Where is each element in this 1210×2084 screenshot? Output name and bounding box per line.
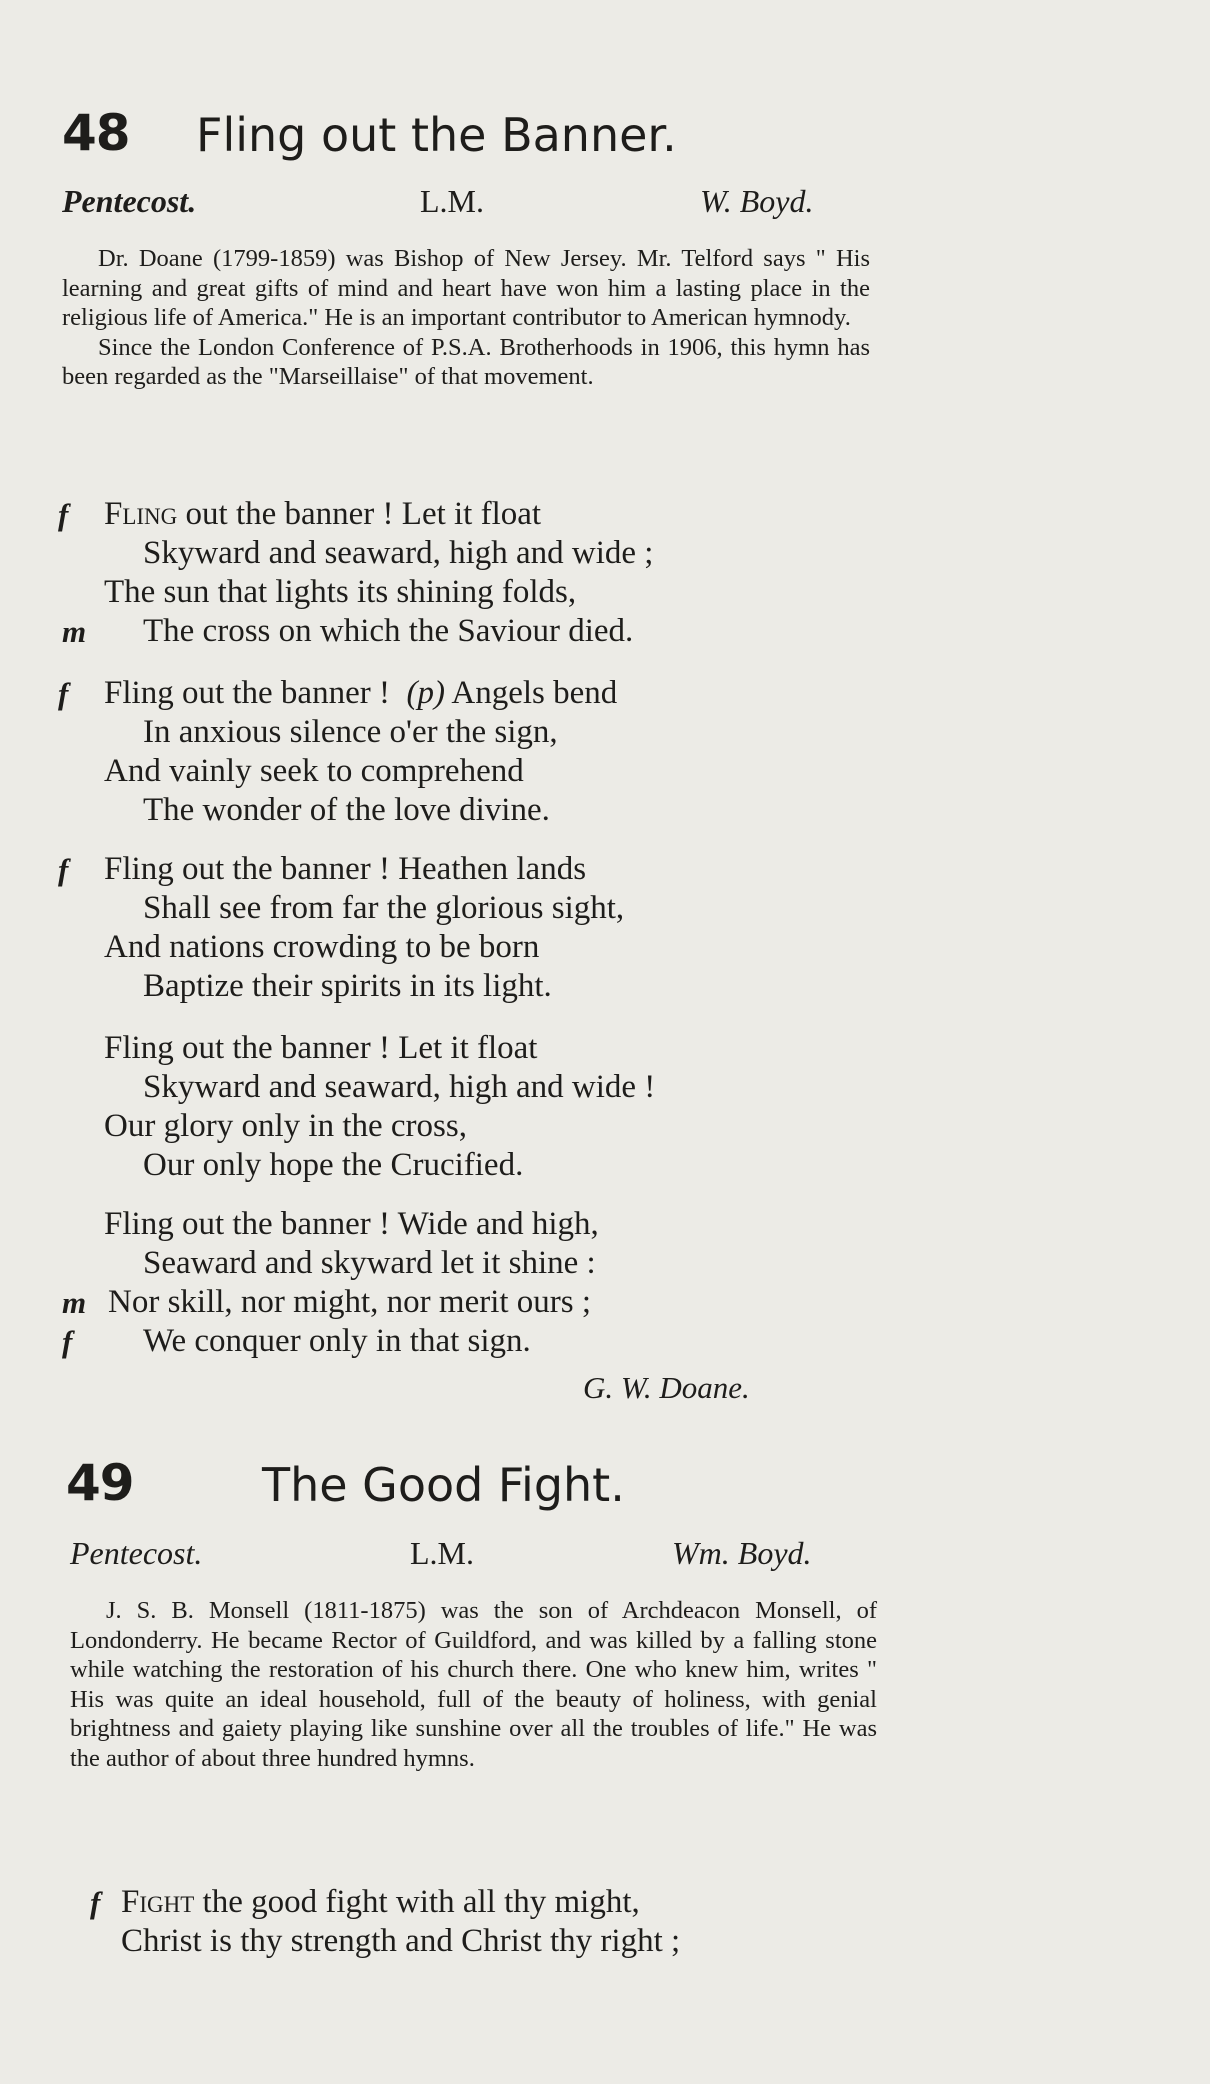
hymn-line: Fling out the banner ! Wide and high, <box>104 1206 599 1242</box>
dynamic-mark: f <box>90 1885 101 1920</box>
hymn-line: Fight the good fight with all thy might, <box>121 1884 640 1920</box>
hymn-number: 48 <box>62 104 130 162</box>
dynamic-mark: f <box>62 1324 73 1359</box>
hymn-line: The cross on which the Saviour died. <box>143 613 634 649</box>
hymn-author: G. W. Doane. <box>583 1370 750 1405</box>
dynamic-mark: f <box>58 676 69 711</box>
first-word: Fight <box>121 1884 195 1920</box>
hymn-line: The sun that lights its shining folds, <box>104 574 577 610</box>
hymn-line: Skyward and seaward, high and wide ! <box>143 1069 656 1105</box>
hymn-line: Nor skill, nor might, nor merit ours ; <box>108 1284 592 1320</box>
tune-name: Pentecost. <box>70 1535 203 1571</box>
hymn-line: Fling out the banner ! Heathen lands <box>104 851 587 887</box>
tune-name: Pentecost. <box>62 183 197 219</box>
hymn-number: 49 <box>66 1454 134 1512</box>
first-word: Fling <box>104 496 178 532</box>
meter: L.M. <box>420 183 484 219</box>
note-paragraph: Dr. Doane (1799-1859) was Bishop of New Jersey. Mr. Telford says " His learning and great gifts of mind and heart have won him a lasting place in the religious life of America." He is an important contributor to American hymnody. <box>62 245 870 331</box>
hymn-line: Our only hope the Crucified. <box>143 1147 524 1183</box>
hymn-line: And nations crowding to be born <box>104 929 540 965</box>
hymn-title: The Good Fight. <box>262 1458 625 1512</box>
hymn-note <box>70 1596 877 1773</box>
hymn-line: Fling out the banner ! Let it float <box>104 1030 538 1066</box>
dynamic-mark: f <box>58 497 69 532</box>
dynamic-mark: f <box>58 852 69 887</box>
dynamic-mark: (p) <box>406 675 445 711</box>
hymn-note <box>62 244 870 392</box>
hymn-line: The wonder of the love divine. <box>143 792 550 828</box>
composer: W. Boyd. <box>700 183 814 219</box>
hymn-line: We conquer only in that sign. <box>143 1323 531 1359</box>
hymn-line: Fling out the banner ! Let it float <box>104 496 542 532</box>
hymn-line: Christ is thy strength and Christ thy right ; <box>121 1923 681 1959</box>
hymn-title: Fling out the Banner. <box>196 108 677 162</box>
hymn-line: Fling out the banner ! (p) Angels bend <box>104 675 618 711</box>
hymn-line: Seaward and skyward let it shine : <box>143 1245 596 1281</box>
hymn-line: Our glory only in the cross, <box>104 1108 467 1144</box>
composer: Wm. Boyd. <box>672 1535 812 1571</box>
note-paragraph: J. S. B. Monsell (1811-1875) was the son of Archdeacon Monsell, of Londonderry. He became Rector of Guildford, and was killed by a falling stone while watching the restoration of his church there. One who knew him, writes " His was quite an ideal household, full of the beauty of holiness, with genial brightness and gaiety playing like sunshine over all the troubles of life." He was the author of about three hundred hymns. <box>70 1597 877 1772</box>
dynamic-mark: m <box>62 614 87 649</box>
dynamic-mark: m <box>62 1285 87 1320</box>
hymn-line: Shall see from far the glorious sight, <box>143 890 625 926</box>
hymn-line: Skyward and seaward, high and wide ; <box>143 535 654 571</box>
note-paragraph: Since the London Conference of P.S.A. Brotherhoods in 1906, this hymn has been regarded as the "Marseillaise" of that movement. <box>62 333 870 390</box>
hymn-line: And vainly seek to comprehend <box>104 753 524 789</box>
hymn-line: In anxious silence o'er the sign, <box>143 714 558 750</box>
hymn-line: Baptize their spirits in its light. <box>143 968 552 1004</box>
meter: L.M. <box>410 1535 474 1571</box>
